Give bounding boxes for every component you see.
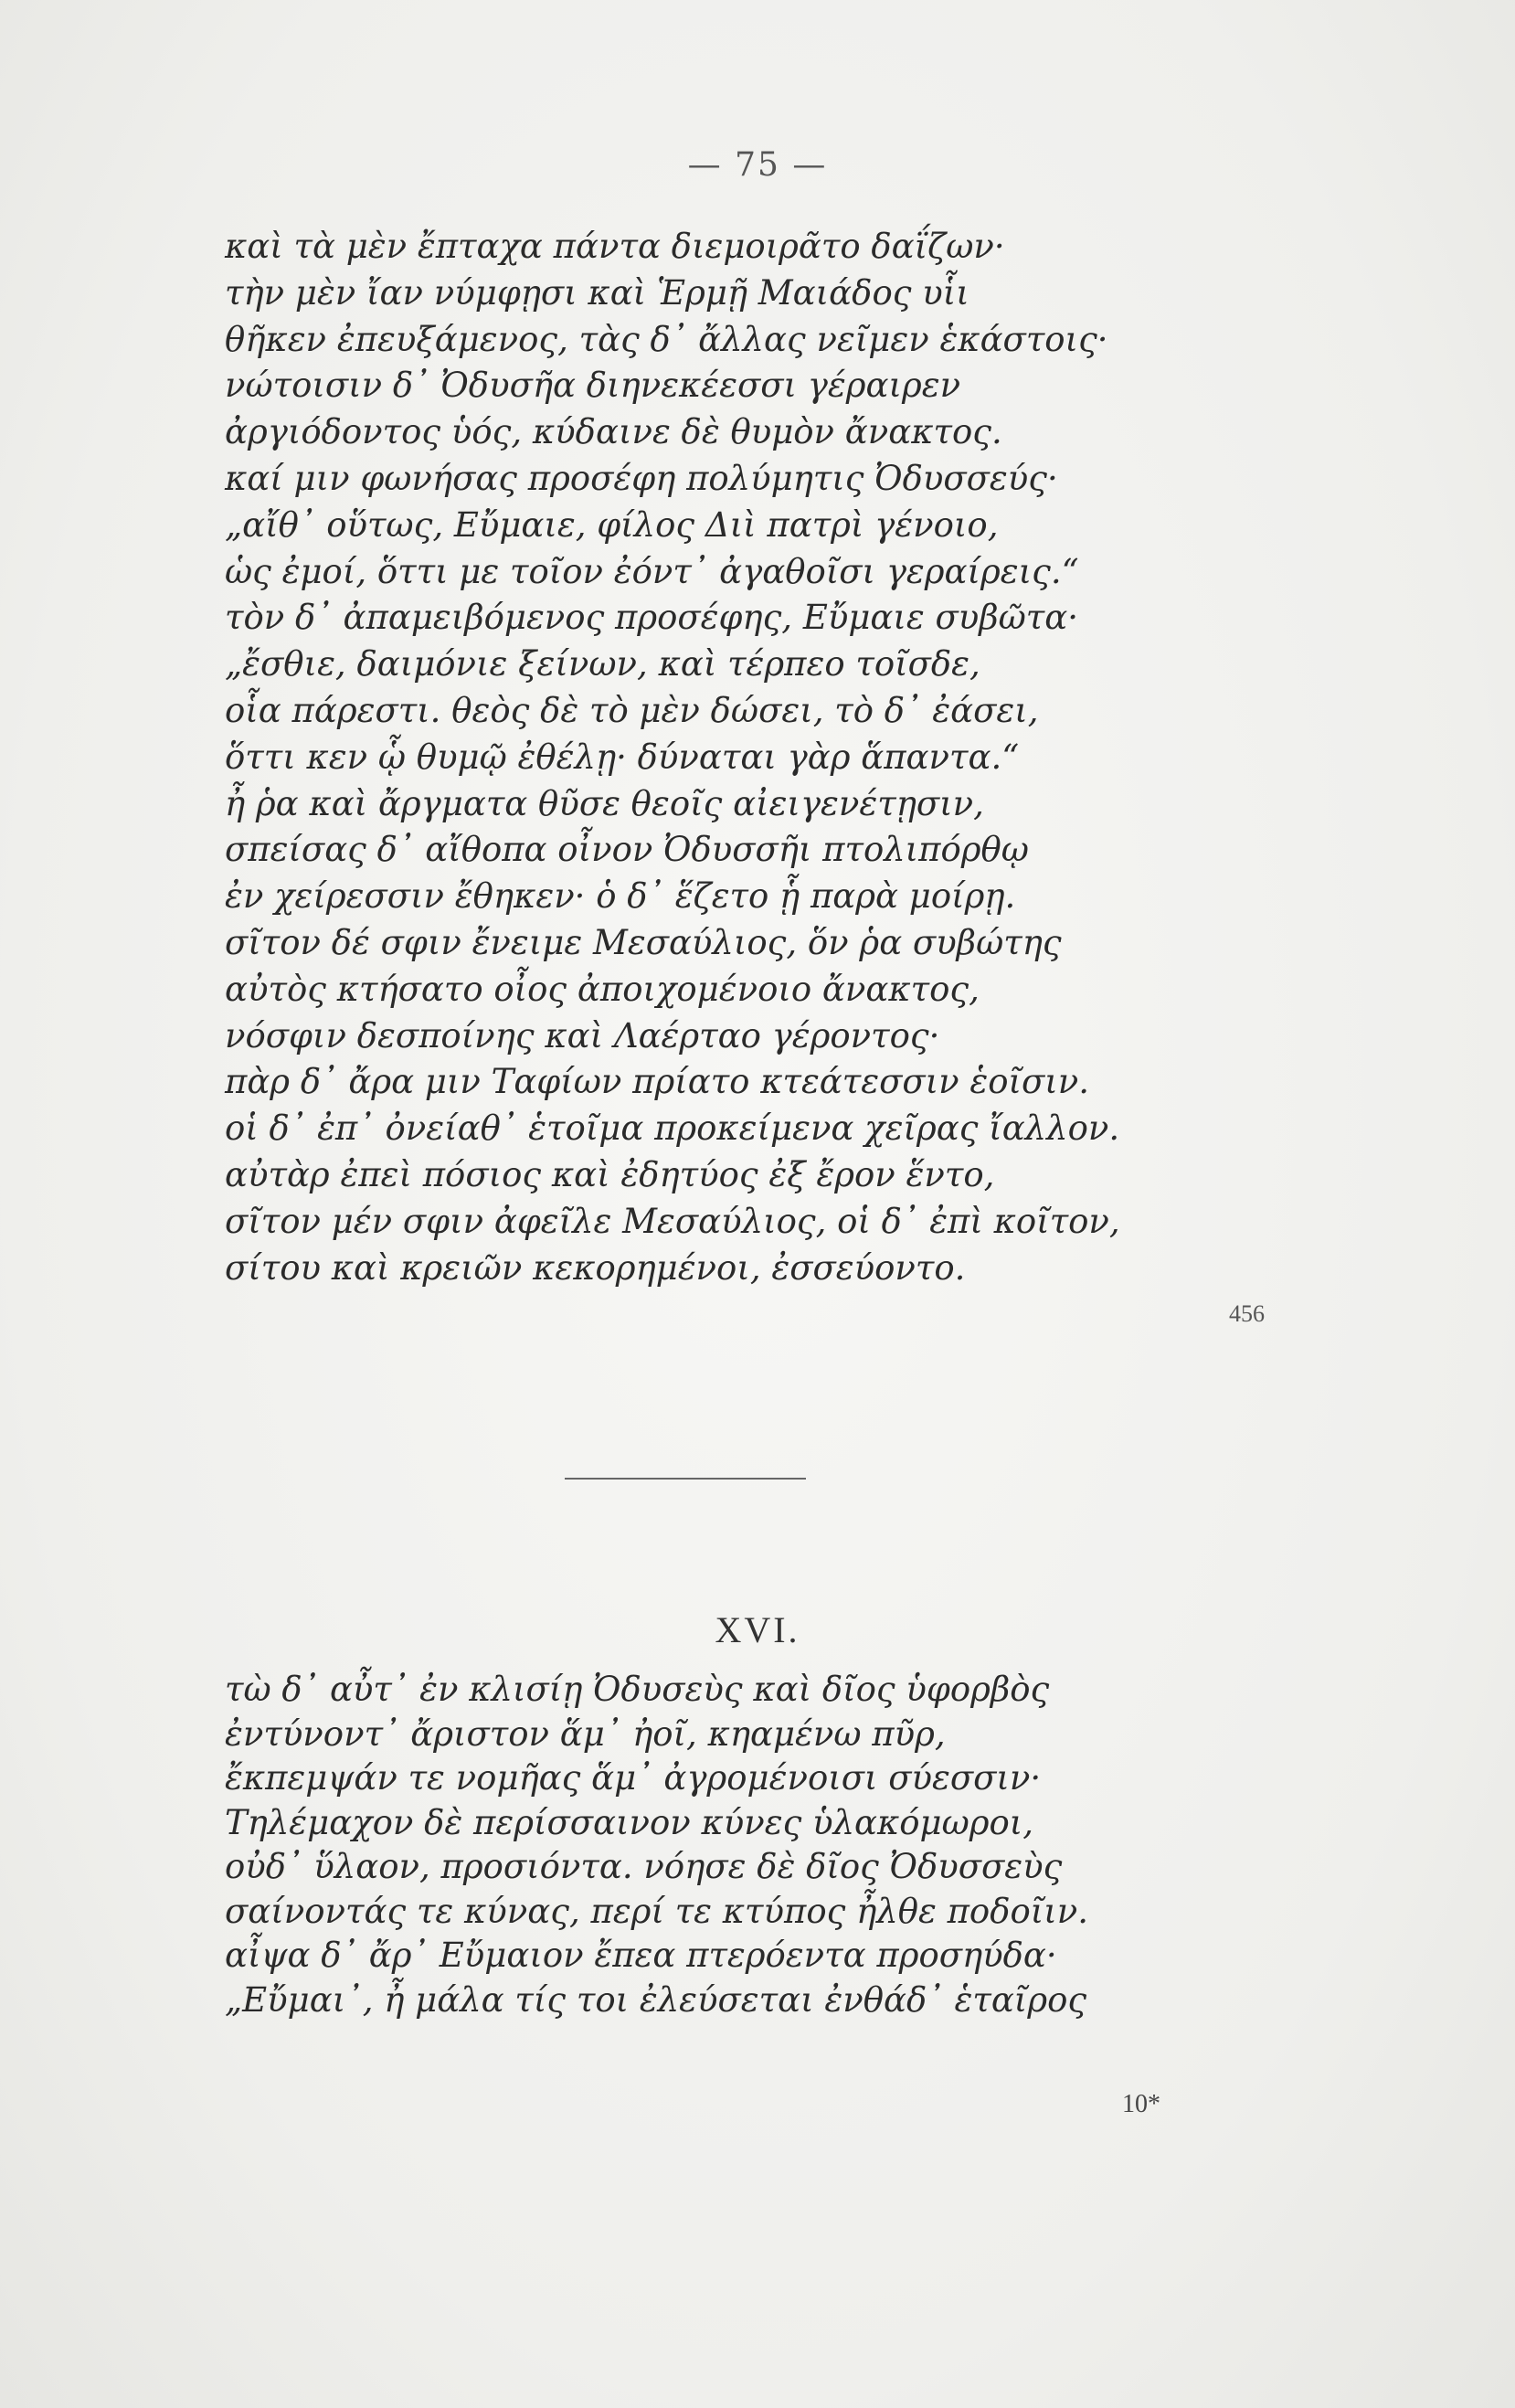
verse-line: νώτοισιν δ᾽ Ὀδυσῆα διηνεκέεσσι γέραιρεν	[225, 366, 961, 406]
verse-line: οἷα πάρεστι. θεὸς δὲ τὸ μὲν δώσει, τὸ δ᾽ ἐάσει,	[225, 690, 1039, 730]
verse-line: τὴν μὲν ἴαν νύμφῃσι καὶ Ἑρμῇ Μαιάδος υἷι	[225, 272, 969, 313]
section-divider	[565, 1478, 806, 1480]
verse-line: ἐντύνοντ᾽ ἄριστον ἅμ᾽ ἠοῖ, κηαμένω πῦρ,	[225, 1713, 946, 1754]
verse-line: ὅττι κεν ᾧ θυμῷ ἐθέλῃ· δύναται γὰρ ἅπαντα.“	[225, 737, 1020, 777]
verse-line: σῖτον μέν σφιν ἀφεῖλε Μεσαύλιος, οἱ δ᾽ ἐπὶ κοῖτον,	[225, 1201, 1120, 1241]
verse-line: τὼ δ᾽ αὖτ᾽ ἐν κλισίῃ Ὀδυσεὺς καὶ δῖος ὑφορβὸς	[225, 1670, 1050, 1709]
verse-block-book-xvi-start	[225, 1668, 1276, 2022]
verse-line: ὡς ἐμοί, ὅττι με τοῖον ἐόντ᾽ ἀγαθοῖσι γεραίρεις.“	[225, 551, 1079, 591]
verse-line: σῖτον δέ σφιν ἔνειμε Μεσαύλιος, ὅν ῥα συβώτης	[225, 922, 1062, 962]
verse-line: αὐτὸς κτήσατο οἶος ἀποιχομένοιο ἄνακτος,	[225, 969, 980, 1009]
verse-line: καὶ τὰ μὲν ἔπταχα πάντα διεμοιρᾶτο δαΐζων·	[225, 227, 1005, 266]
verse-line: ἦ ῥα καὶ ἄργματα θῦσε θεοῖς αἰειγενέτῃσιν,	[225, 783, 984, 823]
verse-line: σίτου καὶ κρειῶν κεκορημένοι, ἐσσεύοντο.	[225, 1247, 966, 1288]
verse-line: ἐν χείρεσσιν ἔθηκεν· ὁ δ᾽ ἕζετο ᾗ παρὰ μοίρῃ.	[225, 876, 1016, 917]
verse-line: σαίνοντάς τε κύνας, περί τε κτύπος ἦλθε ποδοῖιν.	[225, 1891, 1089, 1931]
verse-line: ἔκπεμψάν τε νομῆας ἅμ᾽ ἀγρομένοισι σύεσσιν·	[225, 1758, 1042, 1798]
verse-line: τὸν δ᾽ ἀπαμειβόμενος προσέφης, Εὔμαιε συβῶτα·	[225, 598, 1079, 638]
verse-line: νόσφιν δεσποίνης καὶ Λαέρταο γέροντος·	[225, 1015, 940, 1055]
verse-block-book-xv-end	[225, 224, 1276, 1291]
verse-line: σπείσας δ᾽ αἴθοπα οἶνον Ὀδυσσῆι πτολιπόρθῳ	[225, 830, 1029, 870]
verse-line: θῆκεν ἐπευξάμενος, τὰς δ᾽ ἄλλας νεῖμεν ἑκάστοις·	[225, 319, 1108, 359]
verse-line: αἶψα δ᾽ ἄρ᾽ Εὔμαιον ἔπεα πτερόεντα προσηύδα·	[225, 1936, 1057, 1975]
verse-line: καί μιν φωνήσας προσέφη πολύμητις Ὀδυσσεύς·	[225, 458, 1058, 498]
verse-line: Τηλέμαχον δὲ περίσσαινον κύνες ὑλακόμωροι,	[225, 1802, 1034, 1842]
printer-signature-mark: 10*	[1122, 2090, 1160, 2118]
verse-line: ἀργιόδοντος ὑός, κύδαινε δὲ θυμὸν ἄνακτος.	[225, 412, 1002, 452]
book-heading: XVI.	[715, 1609, 800, 1650]
page-number-header: — 75 —	[687, 146, 828, 184]
verse-line: οὐδ᾽ ὕλαον, προσιόντα. νόησε δὲ δῖος Ὀδυσσεὺς	[225, 1847, 1063, 1886]
verse-line: οἱ δ᾽ ἐπ᾽ ὀνείαθ᾽ ἑτοῖμα προκείμενα χεῖρας ἴαλλον.	[225, 1109, 1120, 1149]
verse-line: αὐτὰρ ἐπεὶ πόσιος καὶ ἐδητύος ἐξ ἔρον ἕντο,	[225, 1154, 995, 1194]
verse-line: „αἴθ᾽ οὕτως, Εὔμαιε, φίλος Διὶ πατρὶ γένοιο,	[225, 504, 999, 545]
verse-line: „ἔσθιε, δαιμόνιε ξείνων, καὶ τέρπεο τοῖσδε,	[225, 644, 980, 684]
verse-line: πὰρ δ᾽ ἄρα μιν Ταφίων πρίατο κτεάτεσσιν ἑοῖσιν.	[225, 1062, 1090, 1102]
verse-line: „Εὔμαι᾽, ἦ μάλα τίς τοι ἐλεύσεται ἐνθάδ᾽ ἑταῖρος	[225, 1979, 1087, 2020]
margin-line-number: 456	[1229, 1300, 1265, 1327]
